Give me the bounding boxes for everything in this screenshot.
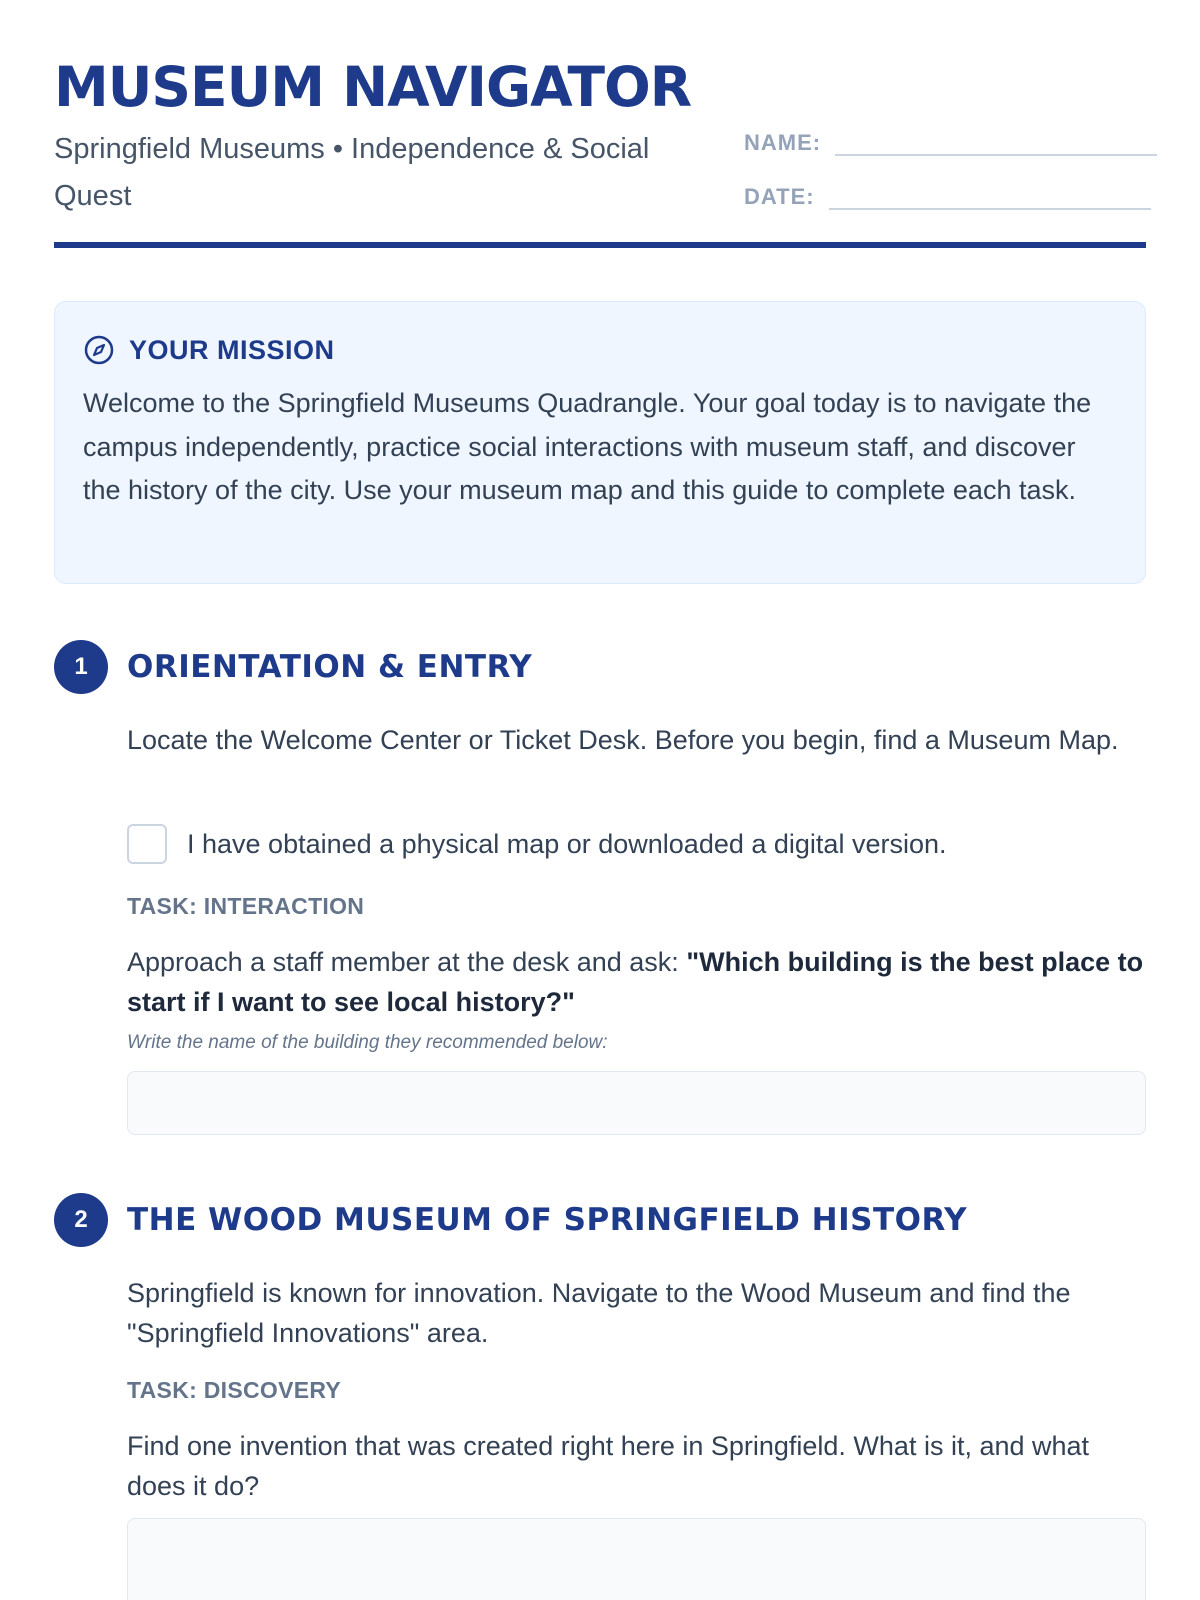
- section-orientation: [54, 640, 1146, 1140]
- step-number-badge: 2: [54, 1193, 108, 1247]
- task-text: [127, 942, 1146, 1022]
- building-answer-field[interactable]: [127, 1071, 1146, 1135]
- section-wood-museum: [54, 1193, 1146, 1600]
- name-field[interactable]: [835, 126, 1157, 156]
- mission-box: [54, 301, 1146, 584]
- section-title: THE WOOD MUSEUM OF SPRINGFIELD HISTORY: [127, 1202, 968, 1238]
- step-number-badge: 1: [54, 640, 108, 694]
- answer-hint: Write the name of the building they recommended below:: [127, 1032, 608, 1053]
- name-label: NAME:: [744, 130, 822, 155]
- map-checkbox-row[interactable]: [127, 824, 1146, 864]
- task-label: TASK: DISCOVERY: [127, 1377, 342, 1403]
- map-checkbox[interactable]: [127, 824, 167, 864]
- date-row: [744, 180, 1151, 210]
- section-title: ORIENTATION & ENTRY: [127, 649, 533, 685]
- section-intro: Locate the Welcome Center or Ticket Desk. Before you begin, find a Museum Map.: [127, 725, 1119, 755]
- date-label: DATE:: [744, 184, 815, 209]
- task-prompt: Approach a staff member at the desk and ask:: [127, 947, 687, 977]
- date-field[interactable]: [829, 180, 1151, 210]
- checkbox-label: I have obtained a physical map or downloaded a digital version.: [187, 829, 947, 859]
- mission-text: Welcome to the Springfield Museums Quadrangle. Your goal today is to navigate the campus independently, practice social interactions with museum staff, and discover the history of the city. Use your museum map and this guide to complete each task.: [83, 388, 1092, 505]
- section-intro: Springfield is known for innovation. Navigate to the Wood Museum and find the "Springfield Innovations" area.: [127, 1278, 1071, 1348]
- page-title: MUSEUM NAVIGATOR: [54, 55, 692, 119]
- task-quote: "Which building is the best place to start if I want to see local history?": [127, 947, 1144, 1017]
- mission-title: YOUR MISSION: [129, 334, 335, 365]
- mission-header: [83, 328, 1117, 372]
- compass-icon: [83, 334, 115, 366]
- task-label: TASK: INTERACTION: [127, 893, 365, 919]
- task-text: Find one invention that was created right here in Springfield. What is it, and what does it do?: [127, 1431, 1090, 1501]
- header-divider: [54, 242, 1146, 248]
- name-row: [744, 126, 1157, 156]
- invention-answer-field[interactable]: [127, 1518, 1146, 1600]
- worksheet-header: [54, 52, 1146, 247]
- page-subtitle: Springfield Museums • Independence & Social Quest: [54, 133, 650, 212]
